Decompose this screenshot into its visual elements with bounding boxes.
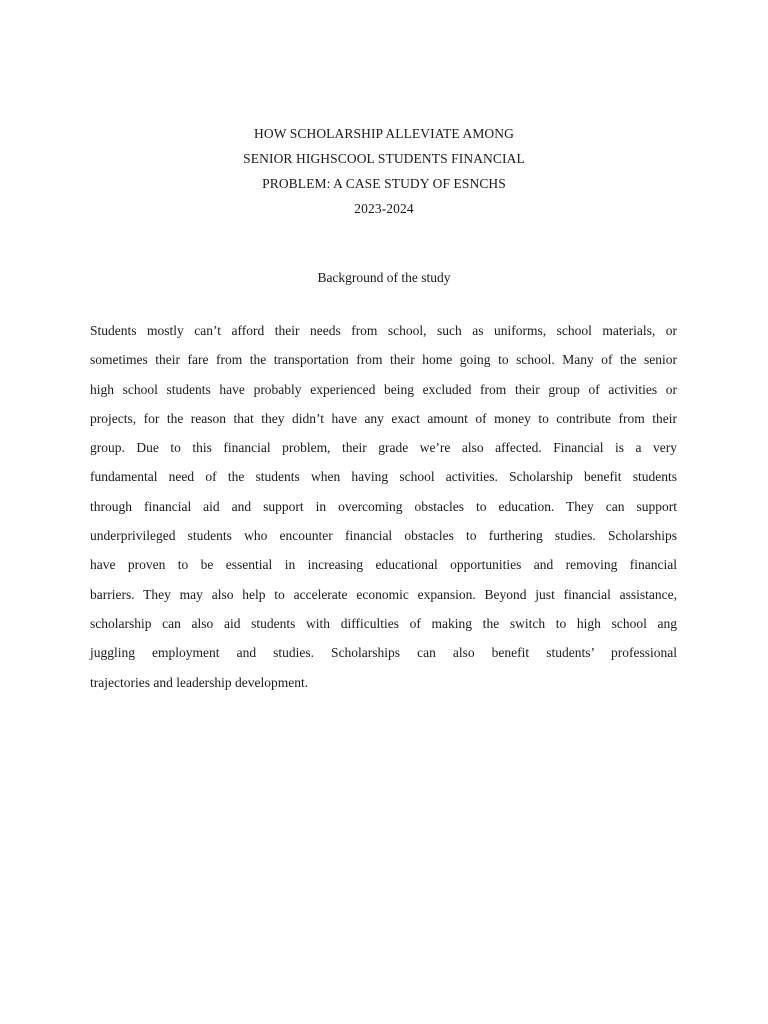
title-line-2: SENIOR HIGHSCOOL STUDENTS FINANCIAL: [243, 151, 525, 166]
title-line-3: PROBLEM: A CASE STUDY OF ESNCHS: [262, 176, 506, 191]
title-line-1: HOW SCHOLARSHIP ALLEVIATE AMONG: [254, 126, 514, 141]
body-line: through financial aid and support in overcoming obstacles to education. They can support: [90, 498, 677, 514]
body-line: projects, for the reason that they didn’t have any exact amount of money to contribute from their: [90, 410, 677, 426]
body-line-last: trajectories and leadership development.: [90, 674, 309, 690]
body-line: underprivileged students who encounter financial obstacles to furthering studies. Scholarships: [90, 528, 677, 544]
document-title: [0, 121, 768, 221]
body-line: Students mostly can’t afford their needs from school, such as uniforms, school materials, or: [90, 323, 677, 338]
body-line: juggling employment and studies. Scholarships can also benefit students’ professional: [90, 645, 677, 661]
body-line: high school students have probably experienced being excluded from their group of activities or: [90, 381, 677, 397]
body-line: fundamental need of the students when having school activities. Scholarship benefit students: [90, 469, 677, 485]
body-paragraph: [90, 316, 677, 697]
body-line: scholarship can also aid students with difficulties of making the switch to high school ang: [90, 615, 677, 631]
body-line: group. Due to this financial problem, their grade we’re also affected. Financial is a very: [90, 440, 677, 456]
body-line: sometimes their fare from the transportation from their home going to school. Many of the senior: [90, 352, 677, 368]
section-heading: Background of the study: [317, 270, 451, 285]
body-line: barriers. They may also help to accelerate economic expansion. Beyond just financial assistance,: [90, 586, 677, 602]
title-year: 2023-2024: [354, 201, 414, 216]
body-line: have proven to be essential in increasing educational opportunities and removing financial: [90, 557, 677, 573]
